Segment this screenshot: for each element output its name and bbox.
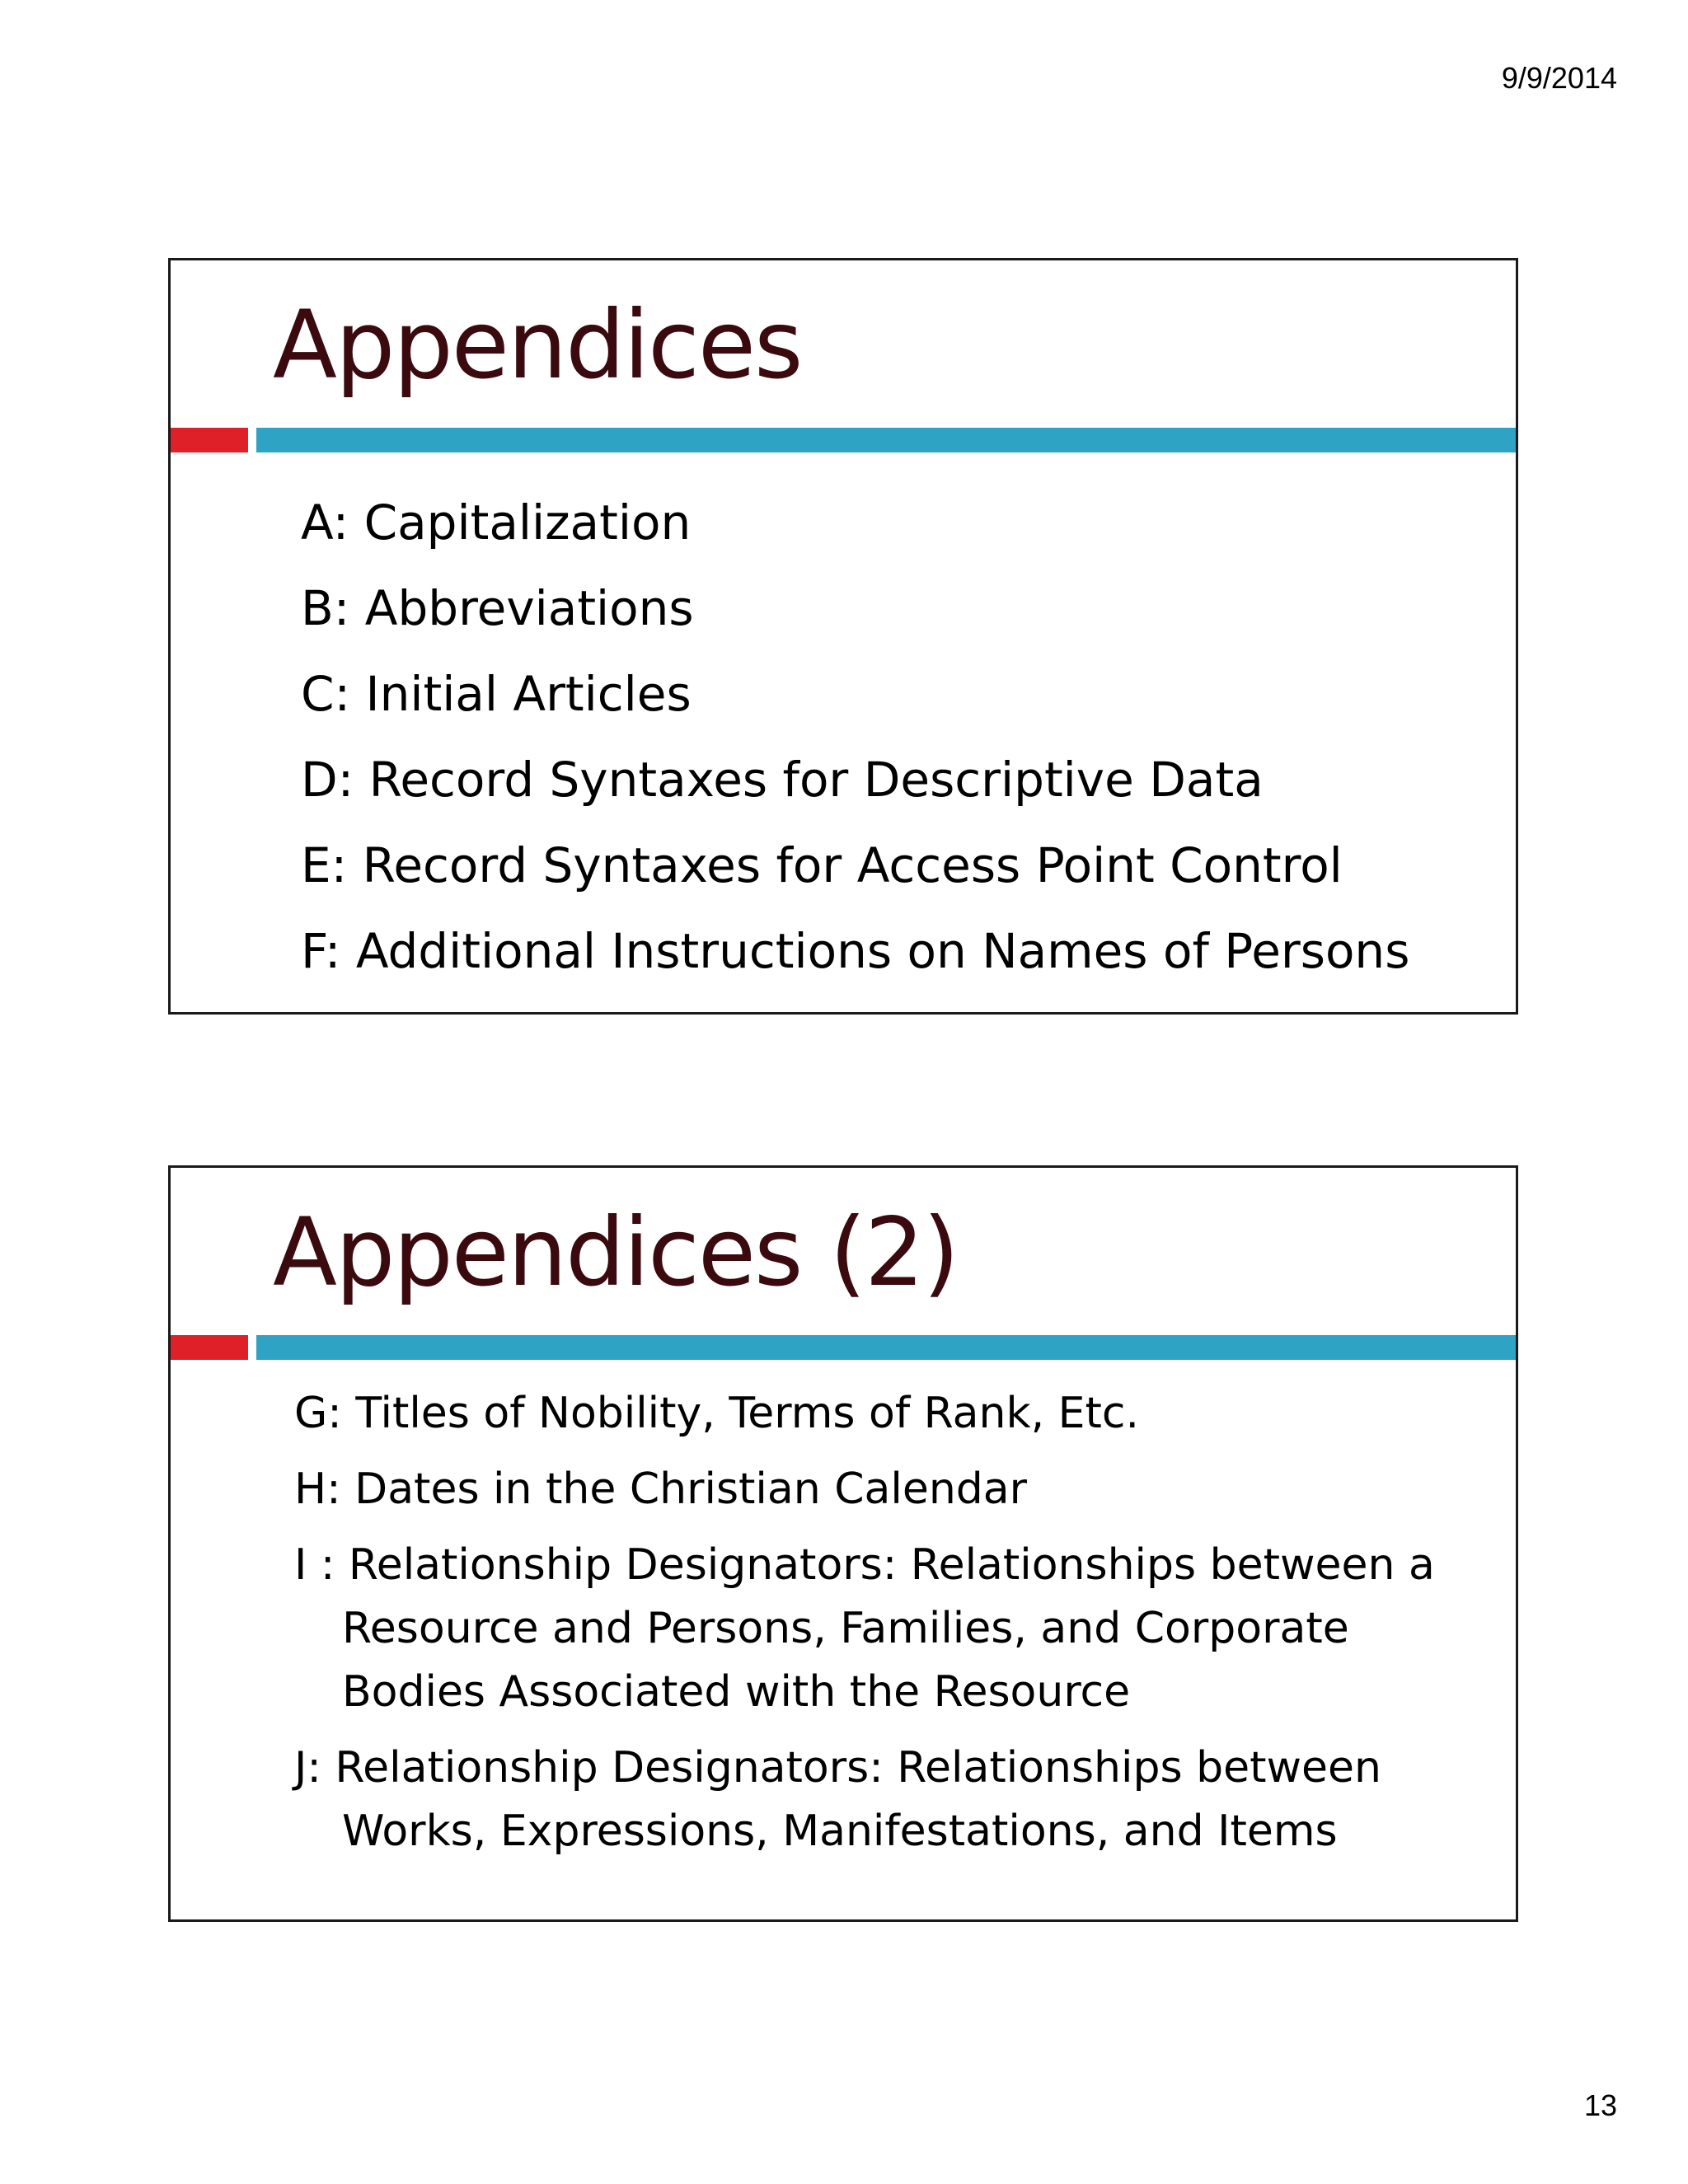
appendix-list bbox=[301, 480, 1409, 994]
title-accent-bar-blue bbox=[256, 1335, 1516, 1360]
appendix-item-d: D: Record Syntaxes for Descriptive Data bbox=[301, 752, 1264, 808]
title-accent-bar-red bbox=[171, 1335, 248, 1360]
appendix-item-e: E: Record Syntaxes for Access Point Control bbox=[301, 837, 1343, 893]
appendix-item-i: I : Relationship Designators: Relationships between a Resource and Persons, Families, and Corporate Bodies Associated with the Resource bbox=[294, 1540, 1435, 1717]
appendix-item-c: C: Initial Articles bbox=[301, 666, 692, 722]
appendix-item-j: J: Relationship Designators: Relationships between Works, Expressions, Manifestations, and Items bbox=[294, 1743, 1381, 1856]
slide-appendices-2 bbox=[168, 1165, 1518, 1922]
appendix-list bbox=[294, 1382, 1481, 1876]
appendix-item-h: H: Dates in the Christian Calendar bbox=[294, 1465, 1028, 1514]
title-accent-bar-blue bbox=[256, 428, 1516, 452]
page-number: 13 bbox=[1583, 2088, 1617, 2122]
appendix-item-b: B: Abbreviations bbox=[301, 580, 694, 636]
slide-title: Appendices bbox=[273, 290, 802, 400]
page-date: 9/9/2014 bbox=[1501, 61, 1617, 95]
title-accent-bar-red bbox=[171, 428, 248, 452]
appendix-item-a: A: Capitalization bbox=[301, 494, 692, 551]
slide-appendices bbox=[168, 258, 1518, 1015]
appendix-item-f: F: Additional Instructions on Names of Persons bbox=[301, 923, 1410, 979]
appendix-item-g: G: Titles of Nobility, Terms of Rank, Etc. bbox=[294, 1389, 1139, 1438]
slide-title: Appendices (2) bbox=[273, 1197, 959, 1307]
